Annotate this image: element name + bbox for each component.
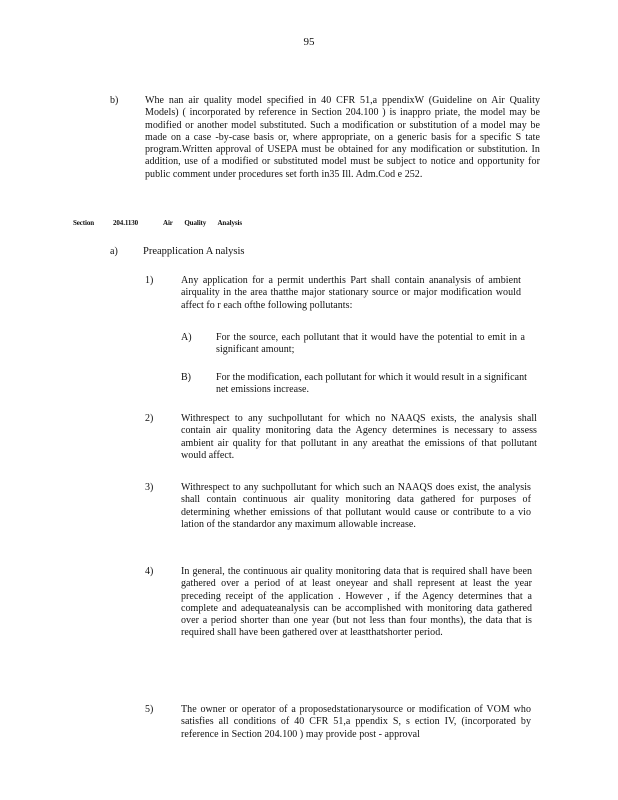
item-1-text: Any application for a permit underthis Part shall contain ananalysis of ambient airquality in the area thatthe major stationary source or major modification would affect fo r each ofthe following pollutants:: [181, 275, 521, 311]
item-B-label: B): [181, 372, 191, 383]
section-number: 204.1130: [113, 219, 139, 227]
item-5-text: The owner or operator of a proposedstationarysource or modification of VOM who satisfies all conditions of 40 CFR 51,a ppendix S, s ection IV, (incorporated by reference in Section 204.100 ) may provide post - approval: [181, 704, 531, 740]
item-2-text: Withrespect to any suchpollutant for which no NAAQS exists, the analysis shall contain air quality monitoring data the Agency determines is necessary to assess ambient air quality for that pollutant in any areathat the emissions of that pollutant would affect.: [181, 413, 537, 461]
item-A-label: A): [181, 332, 192, 343]
item-4-label: 4): [145, 566, 154, 577]
item-5-label: 5): [145, 704, 154, 715]
item-4-text: In general, the continuous air quality monitoring data that is required shall have been gathered over a period of at least oneyear and shall represent at least the year preceding receipt of the application . However , if the Agency determines that a complete and adequateanalysis can be accomplished with monitoring data gathered over a period shorter than one year (but not less than four months), the data that is required shall have been gathered over at leastthatshorter period.: [181, 566, 532, 639]
section-title: Air Quality Analysis: [163, 219, 242, 227]
item-b-label: b): [110, 95, 119, 106]
item-3-text: Withrespect to any suchpollutant for which such an NAAQS does exist, the analysis shall contain continuous air quality monitoring data gathered for purposes of determining whether emissions of that pollutant would cause or contribute to a vio lation of the standardor any maximum allowable increase.: [181, 482, 531, 530]
item-a-title: Preapplication A nalysis: [143, 246, 245, 257]
item-3-label: 3): [145, 482, 154, 493]
item-b-text: Whe nan air quality model specified in 40 CFR 51,a ppendixW (Guideline on Air Quality Models) ( incorporated by reference in Section 204.100 ) is inappro priate, the model may be modified or another model substituted. Such a modification or substitution of a model may be made on a case -by-case basis or, where appropriate, on a generic basis for a specific S tate program.Written approval of USEPA must be obtained for any modification or substitution. In addition, use of a modified or substituted model must be subject to notice and opportunity for public comment under procedures set forth in35 Ill. Adm.Cod e 252.: [145, 95, 540, 180]
section-word: Section: [73, 219, 95, 227]
item-A-text: For the source, each pollutant that it would have the potential to emit in a significant amount;: [216, 332, 525, 356]
page-number: 95: [303, 36, 315, 48]
item-B-text: For the modification, each pollutant for which it would result in a significant net emissions increase.: [216, 372, 527, 396]
item-2-label: 2): [145, 413, 154, 424]
item-a-label: a): [110, 246, 118, 257]
item-1-label: 1): [145, 275, 154, 286]
